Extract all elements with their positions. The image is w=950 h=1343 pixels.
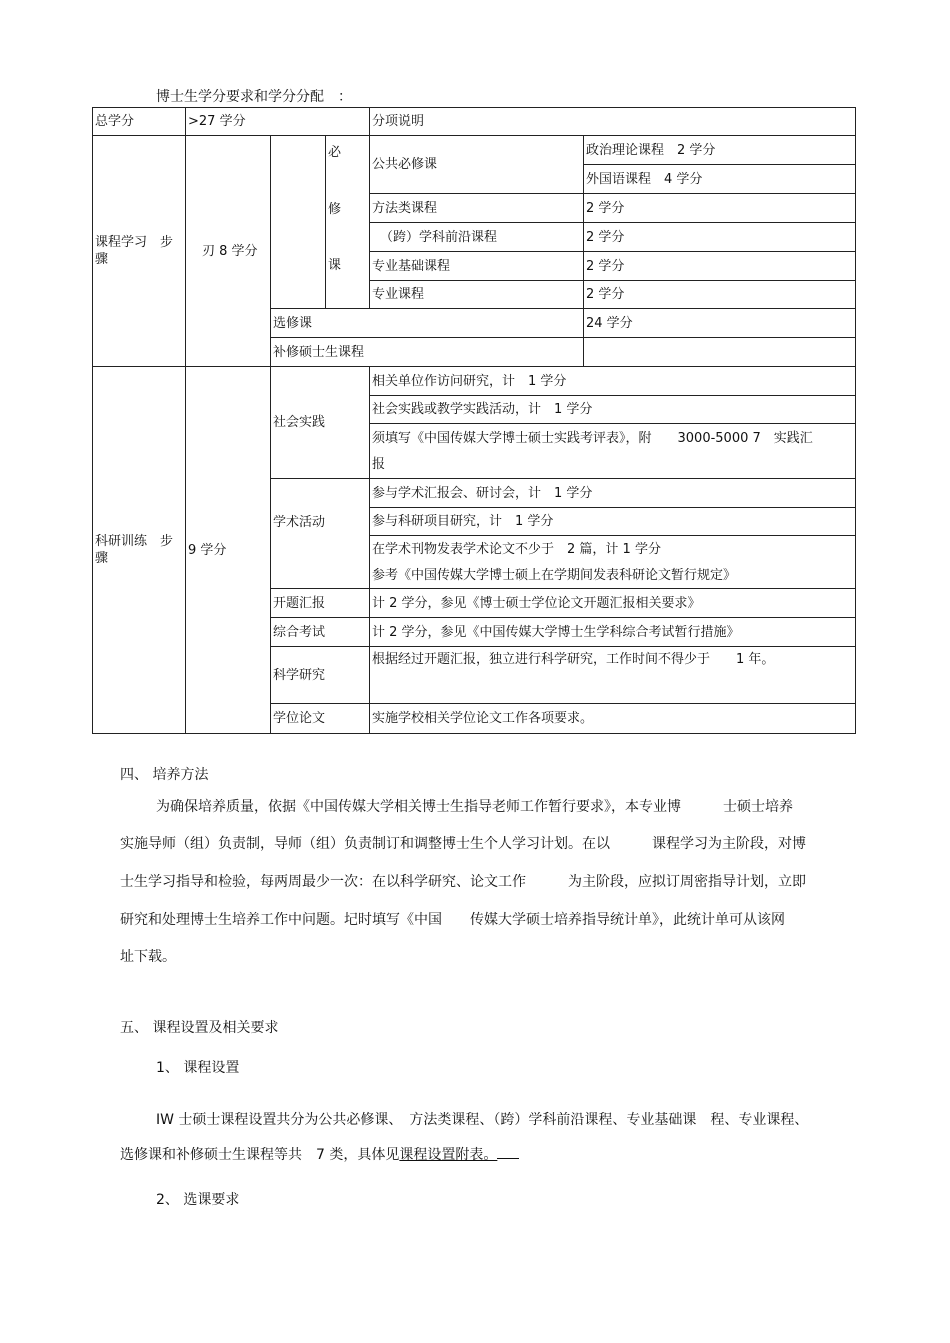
- academic-activity-item: 参与学术汇报会、研讨会，计 1 学分: [370, 479, 856, 508]
- proposal-label: 开题汇报: [271, 589, 370, 618]
- course-credit: 2 学分: [584, 252, 856, 281]
- section4-line: 实施导师（组）负责制，导师（组）负责制订和调整博士生个人学习计划。在以 课程学习为主阶段，对博: [120, 836, 806, 852]
- research-training-label: 科研训练 步骤: [93, 367, 186, 734]
- makeup-course-label: 补修硕士生课程: [271, 338, 584, 367]
- scientific-research-label: 科学研究: [271, 647, 370, 704]
- course-study-credits: 刃 8 学分: [186, 136, 271, 367]
- section4-line: 为确保培养质量，依据《中国传媒大学相关博士生指导老师工作暂行要求》，本专业博 士硕士培养: [156, 799, 793, 815]
- academic-activity-item: 参与科研项目研究，计 1 学分: [370, 508, 856, 536]
- social-practice-item: 社会实践或教学实践活动，计 1 学分: [370, 396, 856, 424]
- academic-activity-label: 学术活动: [271, 479, 370, 589]
- makeup-course-credit: [584, 338, 856, 367]
- section4-heading: 四、 培养方法: [120, 767, 209, 783]
- thesis-label: 学位论文: [271, 704, 370, 734]
- appendix-link[interactable]: 课程设置附表。: [399, 1147, 498, 1163]
- politics-course: 政治理论课程 2 学分: [584, 136, 856, 165]
- section4-line: 址下载。: [120, 949, 176, 965]
- course-name: 专业课程: [370, 281, 584, 309]
- required-course-label: 必 修 课: [326, 136, 370, 309]
- section5-heading: 五、 课程设置及相关要求: [120, 1020, 279, 1036]
- academic-activity-item: 在学术刊物发表学术论文不少于 2 篇，计 1 学分: [370, 536, 856, 563]
- credit-table: [92, 107, 856, 734]
- foreign-language-course: 外国语课程 4 学分: [584, 165, 856, 194]
- elective-course-label: 选修课: [271, 309, 584, 338]
- section4-line: 研究和处理博士生培养工作中问题。圮时填写《中国 传媒大学硕士培养指导统计单》，此统计单可从该网: [120, 912, 785, 928]
- course-name: 方法类课程: [370, 194, 584, 223]
- section5-sub2: 2、 选课要求: [156, 1192, 240, 1208]
- section5-sub1: 1、 课程设置: [156, 1060, 240, 1076]
- public-required-label: 公共必修课: [370, 136, 584, 194]
- course-name: 专业基础课程: [370, 252, 584, 281]
- academic-activity-note: 参考《中国传媒大学博士硕上在学期间发表科研论文暂行规定》: [370, 563, 856, 589]
- section4-line: 士生学习指导和检验，每两周最少一次：在以科学研究、论文工作 为主阶段，应拟订周密指导计划，立即: [120, 874, 806, 890]
- comprehensive-exam-desc: 计 2 学分，参见《中国传媒大学博士生学科综合考试暂行措施》: [370, 618, 856, 647]
- table-title: 博士生学分要求和学分分配 ：: [156, 89, 352, 105]
- thesis-desc: 实施学校相关学位论文工作各项要求。: [370, 704, 856, 734]
- social-practice-item: 相关单位作访问研究，计 1 学分: [370, 367, 856, 396]
- course-credit: 2 学分: [584, 194, 856, 223]
- social-practice-label: 社会实践: [271, 367, 370, 479]
- course-credit: 2 学分: [584, 281, 856, 309]
- comprehensive-exam-label: 综合考试: [271, 618, 370, 647]
- total-credits-label: 总学分: [93, 108, 186, 136]
- research-training-credits: 9 学分: [186, 367, 271, 734]
- total-credits-value: >27 学分: [186, 108, 370, 136]
- scientific-research-desc: 根据经过开题汇报，独立进行科学研究，工作时间不得少于 1 年。: [370, 647, 856, 704]
- course-name: （跨）学科前沿课程: [370, 223, 584, 252]
- section5-paragraph-line: IW 士硕士课程设置共分为公共必修课、 方法类课程、（跨）学科前沿课程、专业基础课 程、专业课程、: [156, 1112, 809, 1128]
- breakdown-header: 分项说明: [370, 108, 856, 136]
- section5-paragraph-line: 选修课和补修硕士生课程等共 7 类，具体见课程设置附表。: [120, 1139, 519, 1171]
- elective-course-credit: 24 学分: [584, 309, 856, 338]
- course-credit: 2 学分: [584, 223, 856, 252]
- social-practice-note: 须填写《中国传媒大学博士硕士实践考评表》，附 3000-5000 7 实践汇 报: [370, 424, 856, 479]
- course-study-label: 课程学习 步骤: [93, 136, 186, 367]
- proposal-desc: 计 2 学分，参见《博士硕士学位论文开题汇报相关要求》: [370, 589, 856, 618]
